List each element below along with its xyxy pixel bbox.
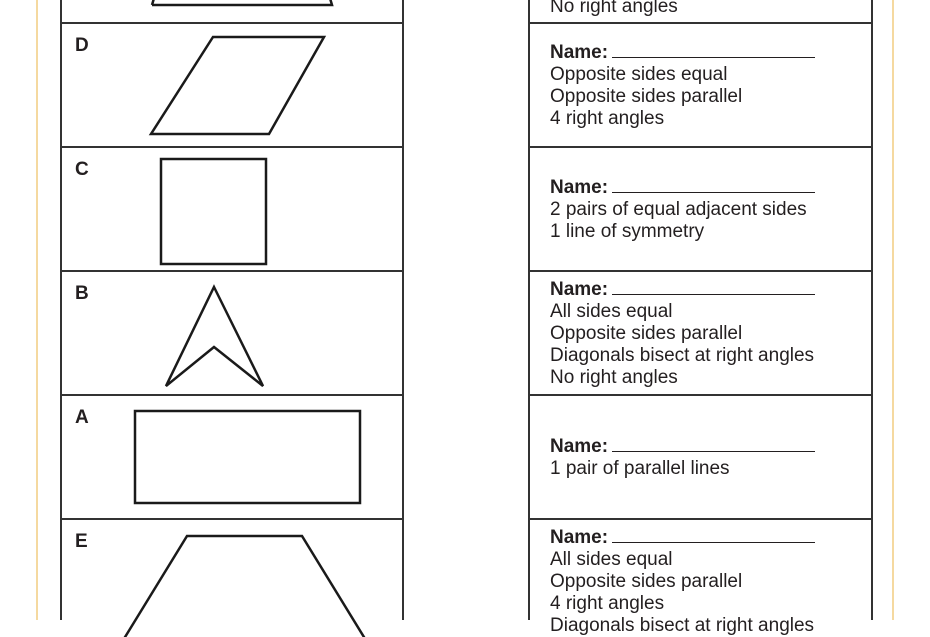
name-answer-blank[interactable] [612, 176, 815, 193]
name-label: Name: [550, 527, 609, 548]
property-text: Opposite sides parallel [550, 323, 743, 344]
property-text: 1 pair of parallel lines [550, 458, 730, 479]
description-row-4 [530, 394, 871, 518]
name-label: Name: [550, 42, 609, 63]
trapezoid-icon [62, 520, 402, 622]
property-text: All sides equal [550, 301, 673, 322]
page-border-right [892, 0, 894, 620]
property-text: 1 line of symmetry [550, 221, 705, 242]
property-text: No right angles [550, 367, 678, 388]
descriptions-panel [528, 0, 873, 636]
property-text: Opposite sides parallel [550, 571, 743, 592]
name-answer-blank[interactable] [612, 278, 815, 295]
name-answer-blank[interactable] [612, 41, 815, 58]
shape-row-partial [62, 0, 402, 22]
description-row-5 [530, 518, 871, 636]
property-text: Diagonals bisect at right angles [550, 345, 815, 366]
property-text: 4 right angles [550, 593, 665, 614]
arrowhead-icon [62, 272, 402, 396]
property-text: Diagonals bisect at right angles [550, 615, 815, 636]
shape-letter: B [75, 283, 89, 304]
property-text: No right angles [550, 0, 678, 17]
shape-row-b [62, 270, 402, 394]
shape-row-e [62, 518, 402, 620]
parallelogram-icon [62, 24, 402, 148]
property-text: Opposite sides parallel [550, 86, 743, 107]
name-answer-blank[interactable] [612, 435, 815, 452]
shape-row-d [62, 22, 402, 146]
property-text: 4 right angles [550, 108, 665, 129]
name-label: Name: [550, 436, 609, 457]
name-label: Name: [550, 177, 609, 198]
description-row-3 [530, 270, 871, 394]
square-icon [62, 148, 402, 272]
description-row-1 [530, 22, 871, 146]
description-row-partial [530, 0, 871, 22]
property-text: Opposite sides equal [550, 64, 728, 85]
shape-row-a [62, 394, 402, 518]
rectangle-icon [62, 396, 402, 520]
name-answer-blank[interactable] [612, 526, 815, 543]
trapezoid-icon [62, 0, 402, 22]
shape-letter: E [75, 531, 88, 552]
shape-row-c [62, 146, 402, 270]
property-text: 2 pairs of equal adjacent sides [550, 199, 807, 220]
description-row-2 [530, 146, 871, 270]
name-label: Name: [550, 279, 609, 300]
property-text: All sides equal [550, 549, 673, 570]
page-border-left [36, 0, 38, 620]
shape-letter: D [75, 35, 89, 56]
shape-letter: C [75, 159, 89, 180]
shape-letter: A [75, 407, 89, 428]
shapes-panel [60, 0, 404, 620]
